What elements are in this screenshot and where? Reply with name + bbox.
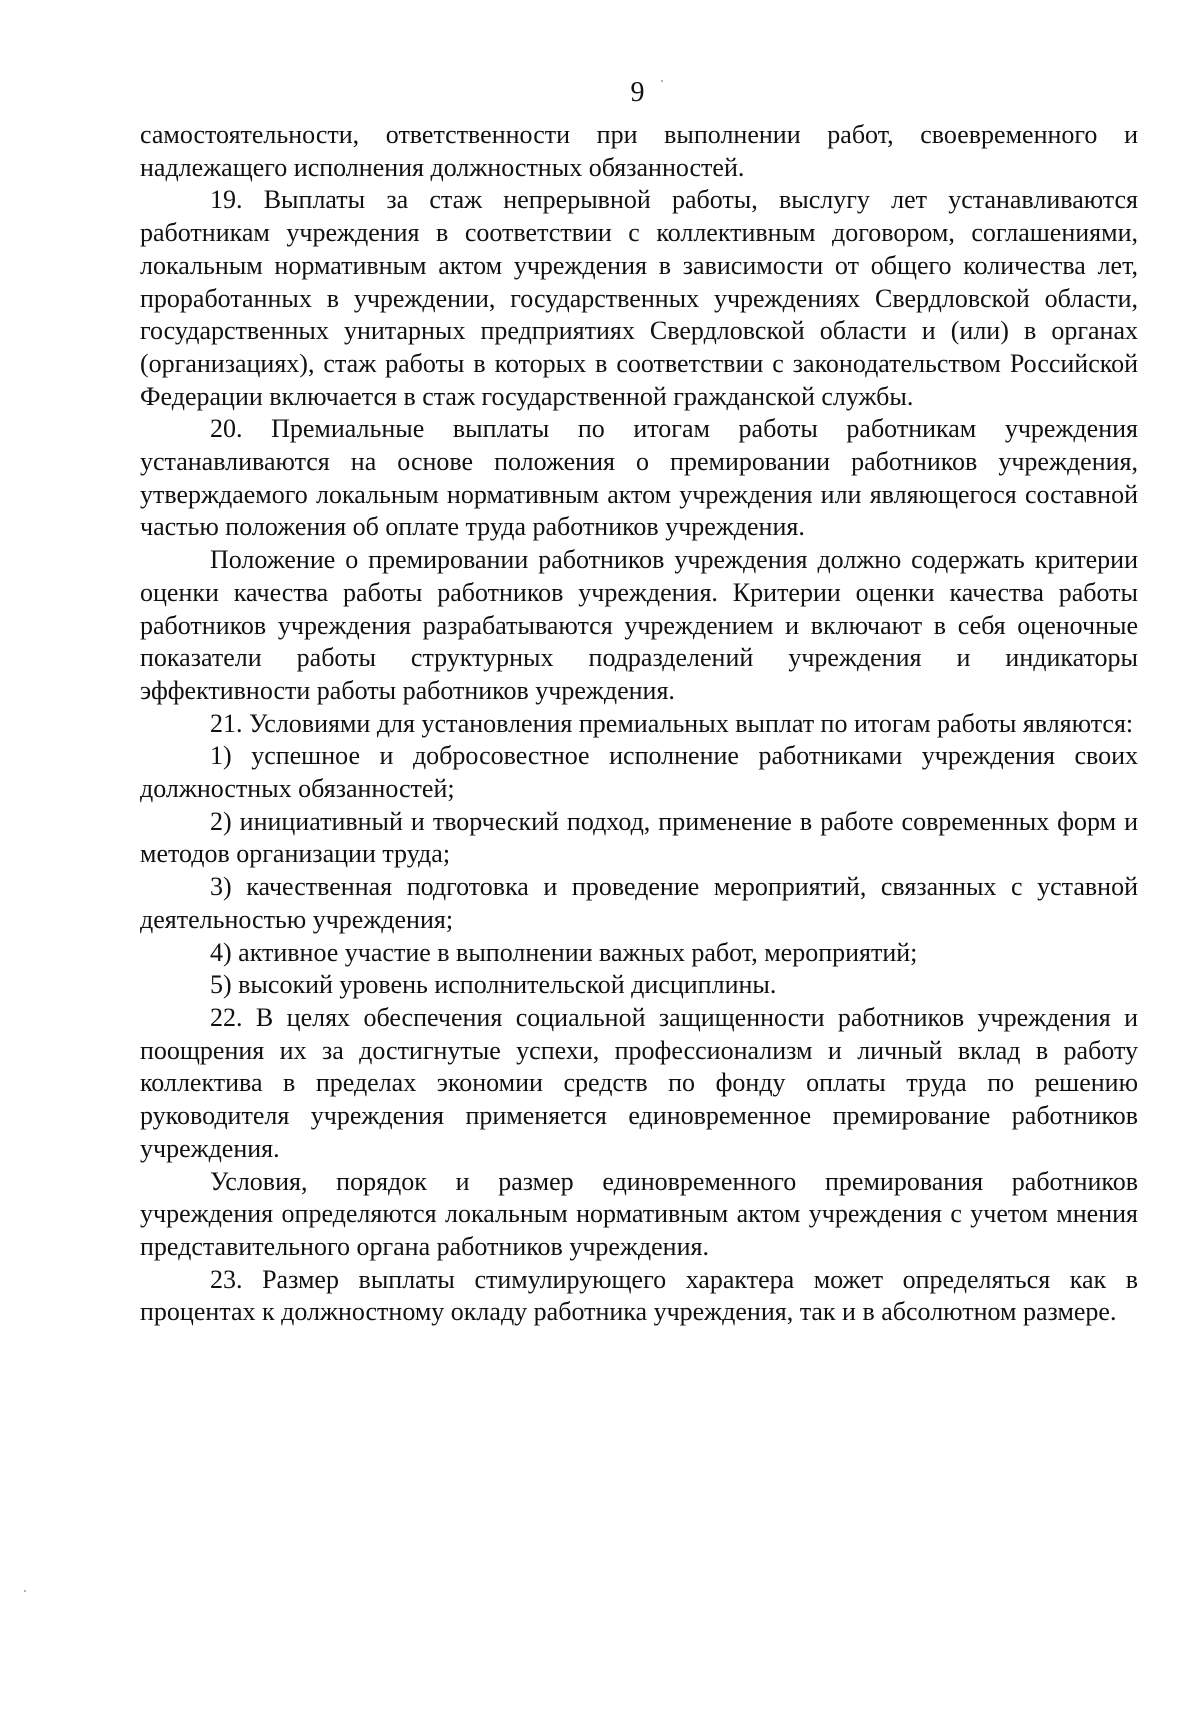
document-body (140, 119, 1138, 1329)
paragraph-one-time-bonus-conditions: Условия, порядок и размер единовременного премирования работников учреждения определяются локальным нормативным актом учреждения с учетом мнения представительного органа работников учреждения. (140, 1166, 1138, 1261)
paragraph-item-23: 23. Размер выплаты стимулирующего характера может определяться как в процентах к должностному окладу работника учреждения, так и в абсолютном размере. (140, 1264, 1138, 1327)
scan-speck (661, 80, 663, 82)
paragraph-item-22: 22. В целях обеспечения социальной защищенности работников учреждения и поощрения их за достигнутые успехи, профессионализм и личный вклад в работу коллектива в пределах экономии средств по фонду оплаты труда по решению руководителя учреждения применяется единовременное премирование работников учреждения. (140, 1002, 1138, 1163)
list-item-condition-1: 1) успешное и добросовестное исполнение работниками учреждения своих должностных обязанностей; (140, 741, 1138, 804)
list-item-condition-3: 3) качественная подготовка и проведение мероприятий, связанных с уставной деятельностью учреждения; (140, 872, 1138, 934)
list-item-condition-4: 4) активное участие в выполнении важных работ, мероприятий; (210, 937, 918, 967)
paragraph-continuation: самостоятельности, ответственности при выполнении работ, своевременного и надлежащего исполнения должностных обязанностей. (140, 120, 1138, 182)
paragraph-item-19: 19. Выплаты за стаж непрерывной работы, выслугу лет устанавливаются работникам учреждения в соответствии с коллективным договором, соглашениями, локальным нормативным актом учреждения в зависимости от общего количества лет, проработанных в учреждении, государственных учреждениях Свердловской области, государственных унитарных предприятиях Свердловской области и (или) в органах (организациях), стаж работы в которых в соответствии с законодательством Российской Федерации включается в стаж государственной гражданской службы. (140, 185, 1138, 411)
page-number: 9 (630, 77, 645, 108)
paragraph-bonus-regulation: Положение о премировании работников учреждения должно содержать критерии оценки качества работы работников учреждения. Критерии оценки качества работы работников учреждения разрабатываются учреждением и включают в себя оценочные показатели работы структурных подразделений учреждения и индикаторы эффективности работы работников учреждения. (140, 545, 1138, 705)
paragraph-item-20: 20. Премиальные выплаты по итогам работы работникам учреждения устанавливаются на основе положения о премировании работников учреждения, утверждаемого локальным нормативным актом учреждения или являющегося составной частью положения об оплате труда работников учреждения. (140, 414, 1138, 542)
scan-speck (24, 1590, 26, 1592)
paragraph-item-21: 21. Условиями для установления премиальных выплат по итогам работы являются: (210, 708, 1134, 738)
list-item-condition-5: 5) высокий уровень исполнительской дисциплины. (210, 970, 777, 1000)
list-item-condition-2: 2) инициативный и творческий подход, применение в работе современных форм и методов организации труда; (140, 806, 1138, 869)
